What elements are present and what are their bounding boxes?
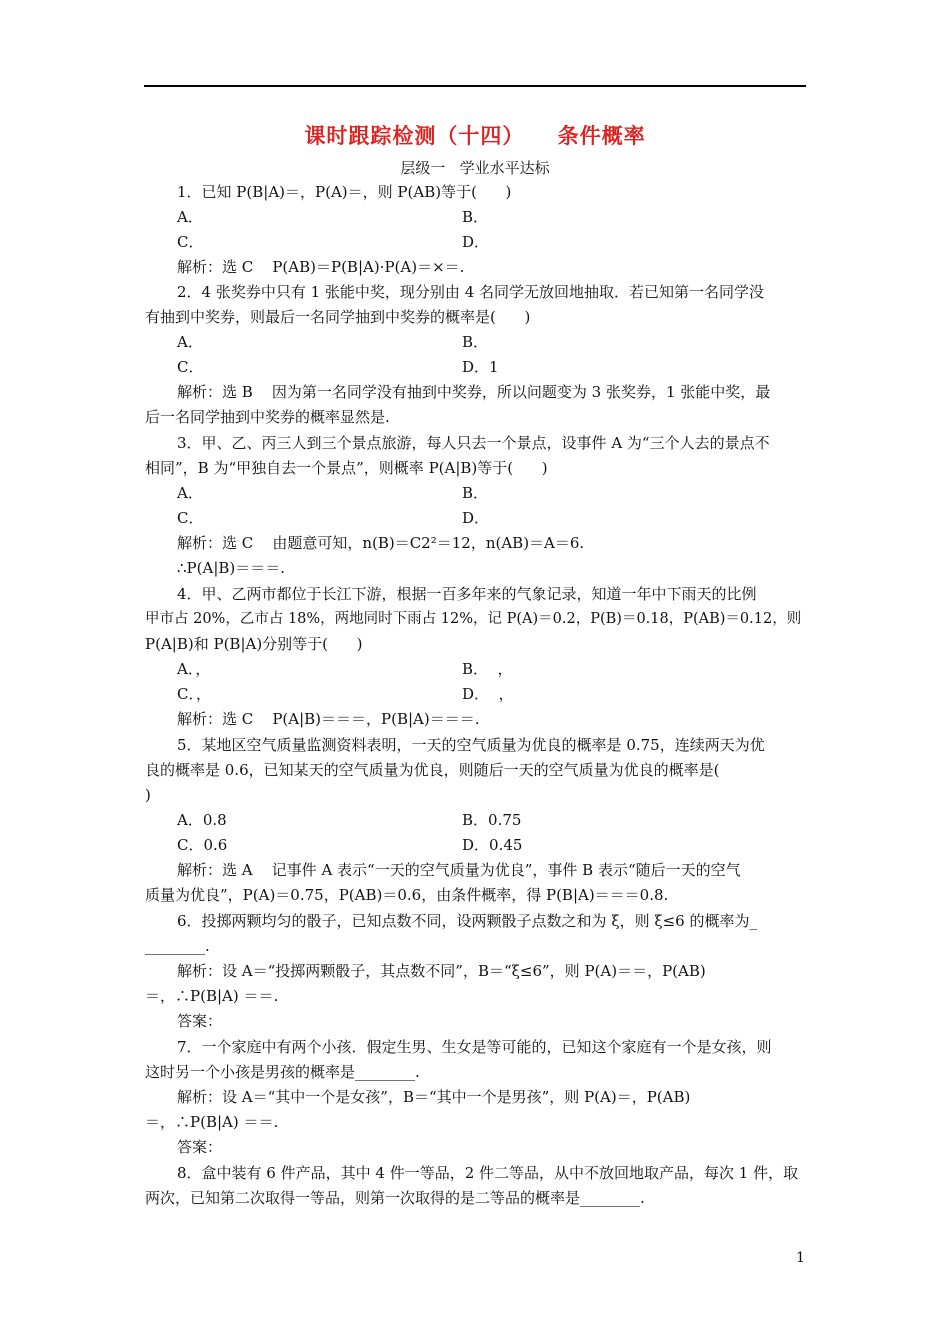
page-number: 1 xyxy=(796,1250,805,1266)
q2-option-a: A． xyxy=(177,333,203,351)
q1-solution: 解析：选 C P(AB)＝P(B|A)·P(A)＝×＝. xyxy=(177,258,465,276)
q5-solution-line1: 解析：选 A 记事件 A 表示“一天的空气质量为优良”，事件 B 表示“随后一天的空气 xyxy=(177,861,741,879)
q6-solution-line2: ＝，∴P(B|A) ＝＝. xyxy=(145,987,279,1005)
q5-solution-line2: 质量为优良”，P(A)＝0.75，P(AB)＝0.6，由条件概率，得 P(B|A)＝＝＝0.8. xyxy=(145,886,669,904)
q8-stem-line1: 8．盒中装有 6 件产品，其中 4 件一等品，2 件二等品，从中不放回地取产品，每次 1 件，取 xyxy=(177,1164,799,1182)
q3-option-a: A． xyxy=(177,484,203,502)
q5-stem-line3: ) xyxy=(145,786,151,804)
q2-option-b: B． xyxy=(462,333,489,351)
q1-option-a: A． xyxy=(177,208,203,226)
q1-option-d: D． xyxy=(462,233,490,251)
q7-stem-line1: 7．一个家庭中有两个小孩．假定生男、生女是等可能的，已知这个家庭有一个是女孩，则 xyxy=(177,1038,772,1056)
q2-option-c: C． xyxy=(177,358,204,376)
q7-solution-line1: 解析：设 A＝“其中一个是女孩”，B＝“其中一个是男孩”，则 P(A)＝，P(AB) xyxy=(177,1088,691,1106)
q4-option-a: A．， xyxy=(177,660,211,678)
q3-stem-line2: 相同”，B 为“甲独自去一个景点”，则概率 P(A|B)等于( ) xyxy=(145,459,548,477)
q5-option-a: A．0.8 xyxy=(177,811,227,829)
q2-stem-line1: 2．4 张奖券中只有 1 张能中奖，现分别由 4 名同学无放回地抽取．若已知第一名同学没 xyxy=(177,283,765,301)
q4-option-b: B． ， xyxy=(462,660,513,678)
q3-solution-line2: ∴P(A|B)＝＝＝. xyxy=(177,559,286,577)
q4-stem-line2: 甲市占 20%，乙市占 18%，两地同时下雨占 12%，记 P(A)＝0.2，P(B)＝0.18，P(AB)＝0.12，则 xyxy=(145,611,802,627)
header-rule xyxy=(144,85,806,87)
q2-solution-line2: 后一名同学抽到中奖券的概率显然是. xyxy=(145,408,390,426)
q7-solution-line2: ＝，∴P(B|A) ＝＝. xyxy=(145,1113,279,1131)
q4-stem-line3: P(A|B)和 P(B|A)分别等于( ) xyxy=(145,635,363,653)
q6-stem-line1: 6．投掷两颗均匀的骰子，已知点数不同，设两颗骰子点数之和为 ξ，则 ξ≤6 的概率为_ xyxy=(177,912,757,930)
q2-stem-line2: 有抽到中奖券，则最后一名同学抽到中奖券的概率是( ) xyxy=(145,308,531,326)
q1-stem: 1．已知 P(B|A)＝，P(A)＝，则 P(AB)等于( ) xyxy=(177,183,512,201)
q5-option-c: C．0.6 xyxy=(177,836,228,854)
q4-stem-line1: 4．甲、乙两市都位于长江下游，根据一百多年来的气象记录，知道一年中下雨天的比例 xyxy=(177,585,757,603)
q7-stem-line2: 这时另一个小孩是男孩的概率是________. xyxy=(145,1063,420,1081)
q3-option-b: B． xyxy=(462,484,489,502)
q8-stem-line2: 两次，已知第二次取得一等品，则第一次取得的是二等品的概率是________. xyxy=(145,1189,645,1207)
q5-option-d: D．0.45 xyxy=(462,836,523,854)
q4-solution: 解析：选 C P(A|B)＝＝＝，P(B|A)＝＝＝. xyxy=(177,710,480,728)
q3-stem-line1: 3．甲、乙、丙三人到三个景点旅游，每人只去一个景点，设事件 A 为“三个人去的景点不 xyxy=(177,434,770,452)
q3-option-c: C． xyxy=(177,509,204,527)
page-title: 课时跟踪检测（十四） 条件概率 xyxy=(304,123,646,148)
q4-option-d: D． ， xyxy=(462,685,514,703)
q1-option-c: C． xyxy=(177,233,204,251)
section-subtitle: 层级一 学业水平达标 xyxy=(400,159,550,177)
q3-solution-line1: 解析：选 C 由题意可知，n(B)＝C2²＝12，n(AB)＝A＝6. xyxy=(177,534,585,552)
q5-stem-line2: 良的概率是 0.6，已知某天的空气质量为优良，则随后一天的空气质量为优良的概率是( xyxy=(145,761,720,779)
q4-option-c: C．， xyxy=(177,685,211,703)
q2-option-d: D．1 xyxy=(462,358,499,376)
q1-option-b: B． xyxy=(462,208,489,226)
q6-answer: 答案： xyxy=(177,1012,223,1030)
q6-solution-line1: 解析：设 A＝“投掷两颗骰子，其点数不同”，B＝“ξ≤6”，则 P(A)＝＝，P(AB) xyxy=(177,962,706,980)
q6-stem-line2: ________. xyxy=(145,937,210,955)
q2-solution-line1: 解析：选 B 因为第一名同学没有抽到中奖券，所以问题变为 3 张奖券，1 张能中奖，最 xyxy=(177,383,771,401)
q7-answer: 答案： xyxy=(177,1138,223,1156)
q5-option-b: B．0.75 xyxy=(462,811,522,829)
q5-stem-line1: 5．某地区空气质量监测资料表明，一天的空气质量为优良的概率是 0.75，连续两天为优 xyxy=(177,736,765,754)
q3-option-d: D． xyxy=(462,509,490,527)
